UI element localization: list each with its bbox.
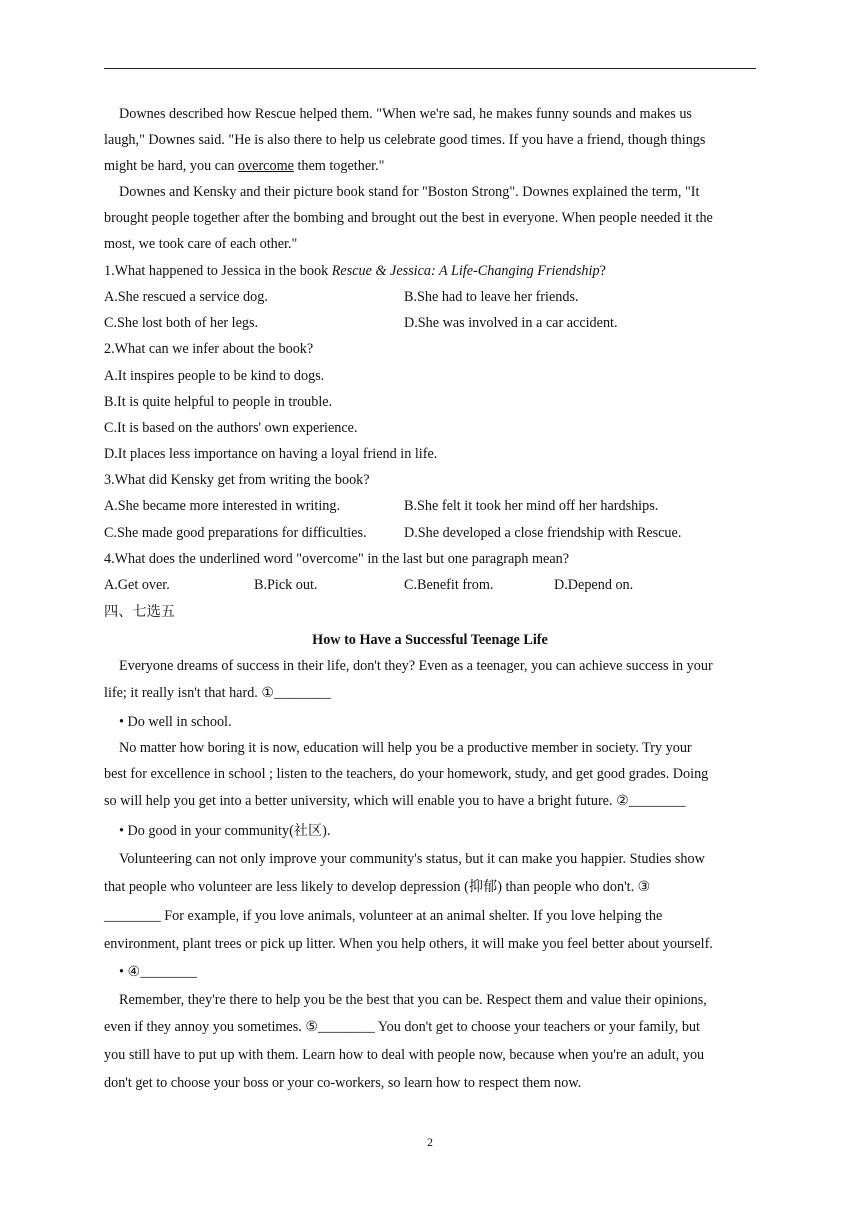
option-c: C.It is based on the authors' own experience.: [104, 420, 358, 436]
option-d: D.She was involved in a car accident.: [404, 315, 618, 331]
passage-line: Everyone dreams of success in their life, don't they? Even as a teenager, you can achieve success in your: [119, 658, 713, 674]
passage-title: How to Have a Successful Teenage Life: [312, 632, 548, 648]
section-heading: 四、七选五: [104, 604, 175, 620]
option-b: B.Pick out.: [254, 577, 318, 593]
passage-line: you still have to put up with them. Learn how to deal with people now, because when you're an adult, you: [104, 1047, 705, 1063]
option-a: A.It inspires people to be kind to dogs.: [104, 368, 325, 384]
option-a: A.Get over.: [104, 577, 170, 593]
option-d: D.It places less importance on having a loyal friend in life.: [104, 446, 438, 462]
option-c: C.She made good preparations for difficulties.: [104, 525, 367, 541]
text-span: ?: [599, 263, 606, 279]
question-stem: 2.What can we infer about the book?: [104, 341, 314, 357]
option-b: B.She had to leave her friends.: [404, 289, 579, 305]
passage-line: best for excellence in school ; listen to the teachers, do your homework, study, and get good grades. Doing: [104, 766, 709, 782]
option-d: D.She developed a close friendship with Rescue.: [404, 525, 682, 541]
passage-line: No matter how boring it is now, education will help you be a productive member in society. Try your: [119, 740, 692, 756]
option-d: D.Depend on.: [554, 577, 634, 593]
passage-line: life; it really isn't that hard. ①________: [104, 685, 331, 701]
text-span: 1.What happened to Jessica in the book: [104, 263, 332, 279]
question-stem: 4.What does the underlined word "overcome" in the last but one paragraph mean?: [104, 551, 570, 567]
option-a: A.She became more interested in writing.: [104, 498, 340, 514]
bullet-heading: • Do well in school.: [119, 714, 232, 730]
passage-line: environment, plant trees or pick up litter. When you help others, it will make you feel better about yourself.: [104, 936, 713, 952]
passage-line: ________ For example, if you love animals, volunteer at an animal shelter. If you love helping the: [104, 908, 663, 924]
question-stem: [104, 262, 606, 280]
passage-line: so will help you get into a better university, which will enable you to have a bright future. ②________: [104, 793, 686, 809]
question-stem: 3.What did Kensky get from writing the book?: [104, 472, 370, 488]
option-a: A.She rescued a service dog.: [104, 289, 268, 305]
passage-line: Remember, they're there to help you be the best that you can be. Respect them and value their opinions,: [119, 992, 707, 1008]
passage-line: Downes and Kensky and their picture book stand for "Boston Strong". Downes explained the term, "It: [119, 184, 700, 200]
passage-line: even if they annoy you sometimes. ⑤________ You don't get to choose your teachers or your family, but: [104, 1019, 700, 1035]
page-number: 2: [427, 1135, 433, 1149]
option-c: C.Benefit from.: [404, 577, 494, 593]
text-span: might be hard, you can: [104, 158, 238, 174]
passage-line: don't get to choose your boss or your co-workers, so learn how to respect them now.: [104, 1075, 582, 1091]
passage-line: brought people together after the bombing and brought out the best in everyone. When people needed it the: [104, 210, 713, 226]
book-title: Rescue & Jessica: A Life-Changing Friendship: [331, 263, 600, 279]
passage-line: [104, 157, 384, 175]
underlined-word: overcome: [237, 158, 294, 174]
option-b: B.It is quite helpful to people in trouble.: [104, 394, 333, 410]
header-rule: [104, 68, 756, 69]
option-c: C.She lost both of her legs.: [104, 315, 259, 331]
passage-line: that people who volunteer are less likely to develop depression (抑郁) than people who don't. ③: [104, 879, 651, 895]
option-b: B.She felt it took her mind off her hardships.: [404, 498, 659, 514]
bullet-heading: • ④________: [119, 964, 197, 980]
passage-line: Downes described how Rescue helped them. "When we're sad, he makes funny sounds and makes us: [119, 106, 692, 122]
passage-line: most, we took care of each other.": [104, 236, 298, 252]
text-span: them together.": [293, 158, 385, 174]
passage-line: Volunteering can not only improve your community's status, but it can make you happier. Studies show: [119, 851, 705, 867]
passage-line: laugh," Downes said. "He is also there to help us celebrate good times. If you have a friend, though things: [104, 132, 706, 148]
bullet-heading: • Do good in your community(社区).: [119, 823, 331, 839]
